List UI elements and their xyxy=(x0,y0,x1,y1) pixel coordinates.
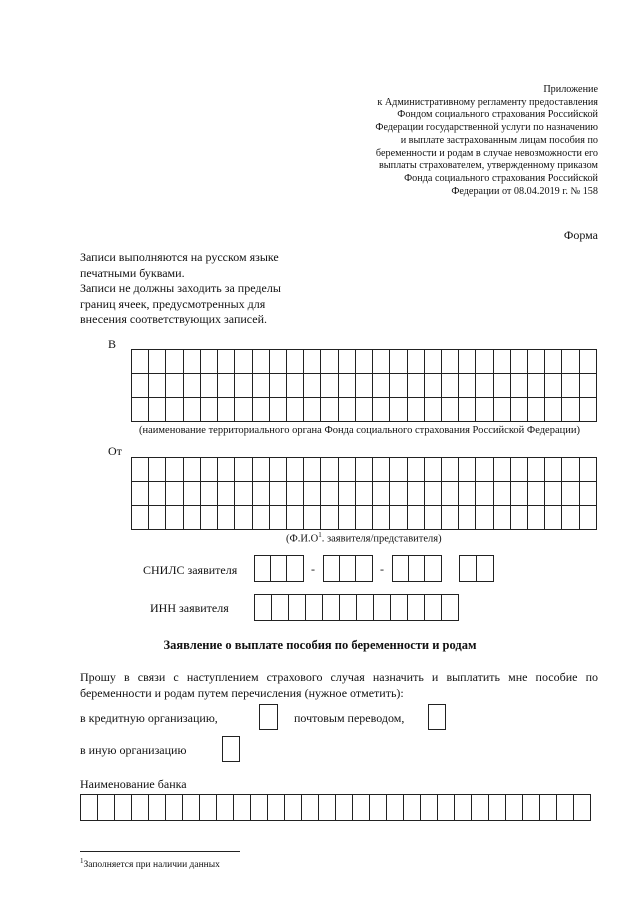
letter-cell[interactable] xyxy=(441,594,459,621)
letter-cell[interactable] xyxy=(390,482,407,506)
letter-cell[interactable] xyxy=(252,506,269,530)
instruction-line: внесения соответствующих записей. xyxy=(80,312,268,326)
letter-cell[interactable] xyxy=(493,398,510,422)
letter-cell[interactable] xyxy=(471,794,489,821)
letter-cell[interactable] xyxy=(148,794,166,821)
letter-cell[interactable] xyxy=(269,350,286,374)
snils-cell[interactable] xyxy=(424,555,442,582)
letter-cell[interactable] xyxy=(183,350,200,374)
letter-cell[interactable] xyxy=(235,398,252,422)
caption-text: . заявителя/представителя) xyxy=(321,533,442,545)
letter-cell[interactable] xyxy=(476,398,493,422)
letter-cell[interactable] xyxy=(407,458,424,482)
letter-cell[interactable] xyxy=(407,594,425,621)
letter-cell[interactable] xyxy=(131,794,149,821)
letter-cell[interactable] xyxy=(200,506,217,530)
footnote xyxy=(80,857,220,870)
snils-cell[interactable] xyxy=(459,555,477,582)
letter-cell[interactable] xyxy=(510,506,527,530)
letter-cell[interactable] xyxy=(235,458,252,482)
letter-cell[interactable] xyxy=(149,398,166,422)
letter-cell[interactable] xyxy=(579,374,596,398)
letter-cell[interactable] xyxy=(437,794,455,821)
letter-cell[interactable] xyxy=(390,374,407,398)
letter-cell[interactable] xyxy=(218,506,235,530)
letter-cell[interactable] xyxy=(510,398,527,422)
letter-cell[interactable] xyxy=(355,506,372,530)
letter-cell[interactable] xyxy=(305,594,323,621)
letter-cell[interactable] xyxy=(373,458,390,482)
letter-cell[interactable] xyxy=(424,350,441,374)
letter-cell[interactable] xyxy=(493,374,510,398)
letter-cell[interactable] xyxy=(545,374,562,398)
letter-cell[interactable] xyxy=(407,506,424,530)
letter-cell[interactable] xyxy=(235,482,252,506)
postal-checkbox[interactable] xyxy=(428,704,446,730)
letter-cell[interactable] xyxy=(545,506,562,530)
letter-cell[interactable] xyxy=(476,350,493,374)
instruction-line: печатными буквами. xyxy=(80,265,185,280)
letter-cell[interactable] xyxy=(132,482,149,506)
letter-cell[interactable] xyxy=(149,458,166,482)
letter-cell[interactable] xyxy=(390,506,407,530)
letter-cell[interactable] xyxy=(183,398,200,422)
footnote-ref: 1 xyxy=(318,531,322,539)
snils-group-3[interactable] xyxy=(392,555,442,582)
letter-cell[interactable] xyxy=(338,374,355,398)
letter-cell[interactable] xyxy=(318,794,336,821)
appendix-line: Приложение xyxy=(543,84,598,95)
letter-cell[interactable] xyxy=(286,506,303,530)
letter-cell[interactable] xyxy=(441,482,458,506)
letter-cell[interactable] xyxy=(545,350,562,374)
letter-cell[interactable] xyxy=(459,374,476,398)
letter-cell[interactable] xyxy=(459,398,476,422)
request-text: Прошу в связи с наступлением страхового случая назначить и выплатить мне пособие по беременности и родам путем перечисления (нужное отметить): xyxy=(80,670,598,700)
letter-cell[interactable] xyxy=(390,350,407,374)
inn-cells[interactable] xyxy=(254,594,459,621)
letter-cell[interactable] xyxy=(252,482,269,506)
letter-cell[interactable] xyxy=(441,458,458,482)
appendix-line: к Административному регламенту предоставления xyxy=(377,96,598,108)
letter-cell[interactable] xyxy=(200,398,217,422)
letter-cell[interactable] xyxy=(424,398,441,422)
letter-cell[interactable] xyxy=(420,794,438,821)
letter-cell[interactable] xyxy=(286,398,303,422)
letter-cell[interactable] xyxy=(493,350,510,374)
letter-cell[interactable] xyxy=(459,350,476,374)
letter-cell[interactable] xyxy=(373,506,390,530)
letter-cell[interactable] xyxy=(510,350,527,374)
letter-cell[interactable] xyxy=(286,458,303,482)
credit-org-checkbox[interactable] xyxy=(259,704,278,730)
snils-cell[interactable] xyxy=(408,555,425,582)
letter-cell[interactable] xyxy=(166,482,183,506)
snils-cell[interactable] xyxy=(355,555,373,582)
letter-cell[interactable] xyxy=(373,482,390,506)
footnote-text: Заполняется при наличии данных xyxy=(83,860,220,871)
letter-cell[interactable] xyxy=(183,374,200,398)
letter-cell[interactable] xyxy=(407,350,424,374)
letter-cell[interactable] xyxy=(149,350,166,374)
letter-cell[interactable] xyxy=(355,350,372,374)
snils-cell[interactable] xyxy=(323,555,340,582)
appendix-line: Фондом социального страхования Российской xyxy=(397,109,598,121)
letter-cell[interactable] xyxy=(321,350,338,374)
caption-text: (Ф.И.О xyxy=(286,533,319,545)
letter-cell[interactable] xyxy=(166,458,183,482)
letter-cell[interactable] xyxy=(459,506,476,530)
letter-cell[interactable] xyxy=(199,794,217,821)
letter-cell[interactable] xyxy=(579,398,596,422)
letter-cell[interactable] xyxy=(166,506,183,530)
letter-cell[interactable] xyxy=(304,374,321,398)
bank-name-cells[interactable] xyxy=(80,794,591,821)
letter-cell[interactable] xyxy=(369,794,387,821)
letter-cell[interactable] xyxy=(166,398,183,422)
snils-cell[interactable] xyxy=(339,555,356,582)
letter-cell[interactable] xyxy=(269,458,286,482)
appendix-header xyxy=(318,84,598,198)
letter-cell[interactable] xyxy=(528,482,545,506)
snils-group-4[interactable] xyxy=(459,555,494,582)
applicant-name-grid[interactable] xyxy=(131,457,597,530)
bank-label: Наименование банка xyxy=(80,777,187,791)
fund-office-caption: (наименование территориального органа Фонда социального страхования Российской Федерации) xyxy=(139,425,580,436)
letter-cell[interactable] xyxy=(321,482,338,506)
letter-cell[interactable] xyxy=(80,794,98,821)
letter-cell[interactable] xyxy=(269,398,286,422)
letter-cell[interactable] xyxy=(355,398,372,422)
letter-cell[interactable] xyxy=(579,350,596,374)
letter-cell[interactable] xyxy=(132,350,149,374)
letter-cell[interactable] xyxy=(269,482,286,506)
letter-cell[interactable] xyxy=(579,458,596,482)
from-label: От xyxy=(108,444,122,458)
letter-cell[interactable] xyxy=(476,482,493,506)
letter-cell[interactable] xyxy=(373,350,390,374)
letter-cell[interactable] xyxy=(441,374,458,398)
letter-cell[interactable] xyxy=(218,374,235,398)
letter-cell[interactable] xyxy=(493,506,510,530)
letter-cell[interactable] xyxy=(424,482,441,506)
letter-cell[interactable] xyxy=(284,794,302,821)
letter-cell[interactable] xyxy=(301,794,319,821)
letter-cell[interactable] xyxy=(407,482,424,506)
letter-cell[interactable] xyxy=(403,794,421,821)
letter-cell[interactable] xyxy=(510,482,527,506)
letter-cell[interactable] xyxy=(183,482,200,506)
letter-cell[interactable] xyxy=(338,506,355,530)
instruction-line: границ ячеек, предусмотренных для xyxy=(80,296,266,311)
letter-cell[interactable] xyxy=(132,458,149,482)
letter-cell[interactable] xyxy=(454,794,472,821)
instructions xyxy=(80,250,320,328)
snils-cell[interactable] xyxy=(286,555,304,582)
letter-cell[interactable] xyxy=(132,374,149,398)
footnote-number: 1 xyxy=(80,857,84,865)
letter-cell[interactable] xyxy=(235,506,252,530)
letter-cell[interactable] xyxy=(267,794,285,821)
instruction-line: Записи не должны заходить за пределы xyxy=(80,281,281,295)
letter-cell[interactable] xyxy=(476,506,493,530)
letter-cell[interactable] xyxy=(338,482,355,506)
option-other-org-label: в иную организацию xyxy=(80,743,187,757)
letter-cell[interactable] xyxy=(539,794,557,821)
letter-cell[interactable] xyxy=(149,374,166,398)
letter-cell[interactable] xyxy=(304,458,321,482)
letter-cell[interactable] xyxy=(235,350,252,374)
letter-cell[interactable] xyxy=(355,458,372,482)
letter-cell[interactable] xyxy=(218,458,235,482)
letter-cell[interactable] xyxy=(390,594,408,621)
letter-cell[interactable] xyxy=(252,398,269,422)
letter-cell[interactable] xyxy=(373,398,390,422)
letter-cell[interactable] xyxy=(114,794,132,821)
letter-cell[interactable] xyxy=(528,350,545,374)
snils-dash: - xyxy=(380,562,384,576)
letter-cell[interactable] xyxy=(510,374,527,398)
letter-cell[interactable] xyxy=(562,374,579,398)
letter-cell[interactable] xyxy=(562,482,579,506)
letter-cell[interactable] xyxy=(166,374,183,398)
letter-cell[interactable] xyxy=(493,458,510,482)
letter-cell[interactable] xyxy=(304,398,321,422)
letter-cell[interactable] xyxy=(200,350,217,374)
letter-cell[interactable] xyxy=(573,794,591,821)
letter-cell[interactable] xyxy=(254,594,272,621)
letter-cell[interactable] xyxy=(216,794,234,821)
letter-cell[interactable] xyxy=(545,398,562,422)
snils-group-1[interactable] xyxy=(254,555,304,582)
letter-cell[interactable] xyxy=(233,794,251,821)
letter-cell[interactable] xyxy=(562,458,579,482)
letter-cell[interactable] xyxy=(200,482,217,506)
letter-cell[interactable] xyxy=(321,506,338,530)
letter-cell[interactable] xyxy=(338,458,355,482)
letter-cell[interactable] xyxy=(356,594,374,621)
letter-cell[interactable] xyxy=(339,594,357,621)
letter-cell[interactable] xyxy=(288,594,306,621)
form-label: Форма xyxy=(563,228,598,242)
letter-cell[interactable] xyxy=(132,506,149,530)
letter-cell[interactable] xyxy=(338,350,355,374)
inn-label: ИНН заявителя xyxy=(150,601,229,615)
letter-cell[interactable] xyxy=(218,482,235,506)
letter-cell[interactable] xyxy=(562,350,579,374)
letter-cell[interactable] xyxy=(407,374,424,398)
applicant-name-caption xyxy=(286,531,442,545)
letter-cell[interactable] xyxy=(165,794,183,821)
letter-cell[interactable] xyxy=(562,506,579,530)
letter-cell[interactable] xyxy=(97,794,115,821)
letter-cell[interactable] xyxy=(390,398,407,422)
letter-cell[interactable] xyxy=(355,374,372,398)
application-title: Заявление о выплате пособия по беременности и родам xyxy=(163,638,477,652)
letter-cell[interactable] xyxy=(355,482,372,506)
letter-cell[interactable] xyxy=(271,594,289,621)
letter-cell[interactable] xyxy=(545,482,562,506)
letter-cell[interactable] xyxy=(321,374,338,398)
letter-cell[interactable] xyxy=(304,350,321,374)
letter-cell[interactable] xyxy=(441,398,458,422)
letter-cell[interactable] xyxy=(424,506,441,530)
letter-cell[interactable] xyxy=(149,482,166,506)
letter-cell[interactable] xyxy=(322,594,340,621)
footnote-separator xyxy=(80,851,240,852)
letter-cell[interactable] xyxy=(424,374,441,398)
letter-cell[interactable] xyxy=(250,794,268,821)
appendix-line: Фонда социального страхования Российской xyxy=(404,172,598,184)
letter-cell[interactable] xyxy=(338,398,355,422)
letter-cell[interactable] xyxy=(373,374,390,398)
letter-cell[interactable] xyxy=(441,350,458,374)
letter-cell[interactable] xyxy=(386,794,404,821)
appendix-line: Федерации от 08.04.2019 г. № 158 xyxy=(451,185,598,197)
letter-cell[interactable] xyxy=(476,374,493,398)
letter-cell[interactable] xyxy=(218,398,235,422)
fund-office-grid[interactable] xyxy=(131,349,597,422)
other-org-checkbox[interactable] xyxy=(222,736,240,762)
appendix-line: выплаты страхователем, утвержденному приказом xyxy=(378,160,598,172)
letter-cell[interactable] xyxy=(493,482,510,506)
snils-cell[interactable] xyxy=(392,555,409,582)
letter-cell[interactable] xyxy=(459,458,476,482)
letter-cell[interactable] xyxy=(304,482,321,506)
letter-cell[interactable] xyxy=(269,374,286,398)
letter-cell[interactable] xyxy=(579,482,596,506)
letter-cell[interactable] xyxy=(545,458,562,482)
appendix-line: беременности и родам в случае невозможности его xyxy=(375,147,598,159)
letter-cell[interactable] xyxy=(528,506,545,530)
letter-cell[interactable] xyxy=(556,794,574,821)
letter-cell[interactable] xyxy=(424,458,441,482)
letter-cell[interactable] xyxy=(269,506,286,530)
letter-cell[interactable] xyxy=(488,794,506,821)
letter-cell[interactable] xyxy=(183,506,200,530)
letter-cell[interactable] xyxy=(441,506,458,530)
letter-cell[interactable] xyxy=(252,374,269,398)
letter-cell[interactable] xyxy=(321,458,338,482)
snils-cell[interactable] xyxy=(270,555,287,582)
letter-cell[interactable] xyxy=(149,506,166,530)
letter-cell[interactable] xyxy=(321,398,338,422)
snils-cell[interactable] xyxy=(476,555,494,582)
letter-cell[interactable] xyxy=(132,398,149,422)
snils-group-2[interactable] xyxy=(323,555,373,582)
letter-cell[interactable] xyxy=(352,794,370,821)
letter-cell[interactable] xyxy=(182,794,200,821)
letter-cell[interactable] xyxy=(510,458,527,482)
letter-cell[interactable] xyxy=(528,398,545,422)
snils-dash: - xyxy=(311,562,315,576)
letter-cell[interactable] xyxy=(252,458,269,482)
appendix-line: и выплате застрахованным лицам пособия по xyxy=(400,134,598,146)
letter-cell[interactable] xyxy=(522,794,540,821)
letter-cell[interactable] xyxy=(562,398,579,422)
letter-cell[interactable] xyxy=(459,482,476,506)
instruction-line: Записи выполняются на русском языке xyxy=(80,250,279,264)
to-label: В xyxy=(108,337,117,351)
letter-cell[interactable] xyxy=(424,594,442,621)
letter-cell[interactable] xyxy=(200,374,217,398)
letter-cell[interactable] xyxy=(476,458,493,482)
letter-cell[interactable] xyxy=(286,350,303,374)
appendix-line: Федерации государственной услуги по назначению xyxy=(375,122,598,134)
letter-cell[interactable] xyxy=(407,398,424,422)
letter-cell[interactable] xyxy=(304,506,321,530)
letter-cell[interactable] xyxy=(286,482,303,506)
letter-cell[interactable] xyxy=(579,506,596,530)
letter-cell[interactable] xyxy=(373,594,391,621)
letter-cell[interactable] xyxy=(505,794,523,821)
snils-label: СНИЛС заявителя xyxy=(143,563,238,577)
letter-cell[interactable] xyxy=(166,350,183,374)
letter-cell[interactable] xyxy=(390,458,407,482)
snils-cell[interactable] xyxy=(254,555,271,582)
letter-cell[interactable] xyxy=(286,374,303,398)
letter-cell[interactable] xyxy=(252,350,269,374)
option-postal-label: почтовым переводом, xyxy=(294,711,405,725)
letter-cell[interactable] xyxy=(183,458,200,482)
letter-cell[interactable] xyxy=(528,374,545,398)
option-credit-org-label: в кредитную организацию, xyxy=(80,711,218,725)
letter-cell[interactable] xyxy=(200,458,217,482)
letter-cell[interactable] xyxy=(335,794,353,821)
letter-cell[interactable] xyxy=(218,350,235,374)
letter-cell[interactable] xyxy=(528,458,545,482)
letter-cell[interactable] xyxy=(235,374,252,398)
